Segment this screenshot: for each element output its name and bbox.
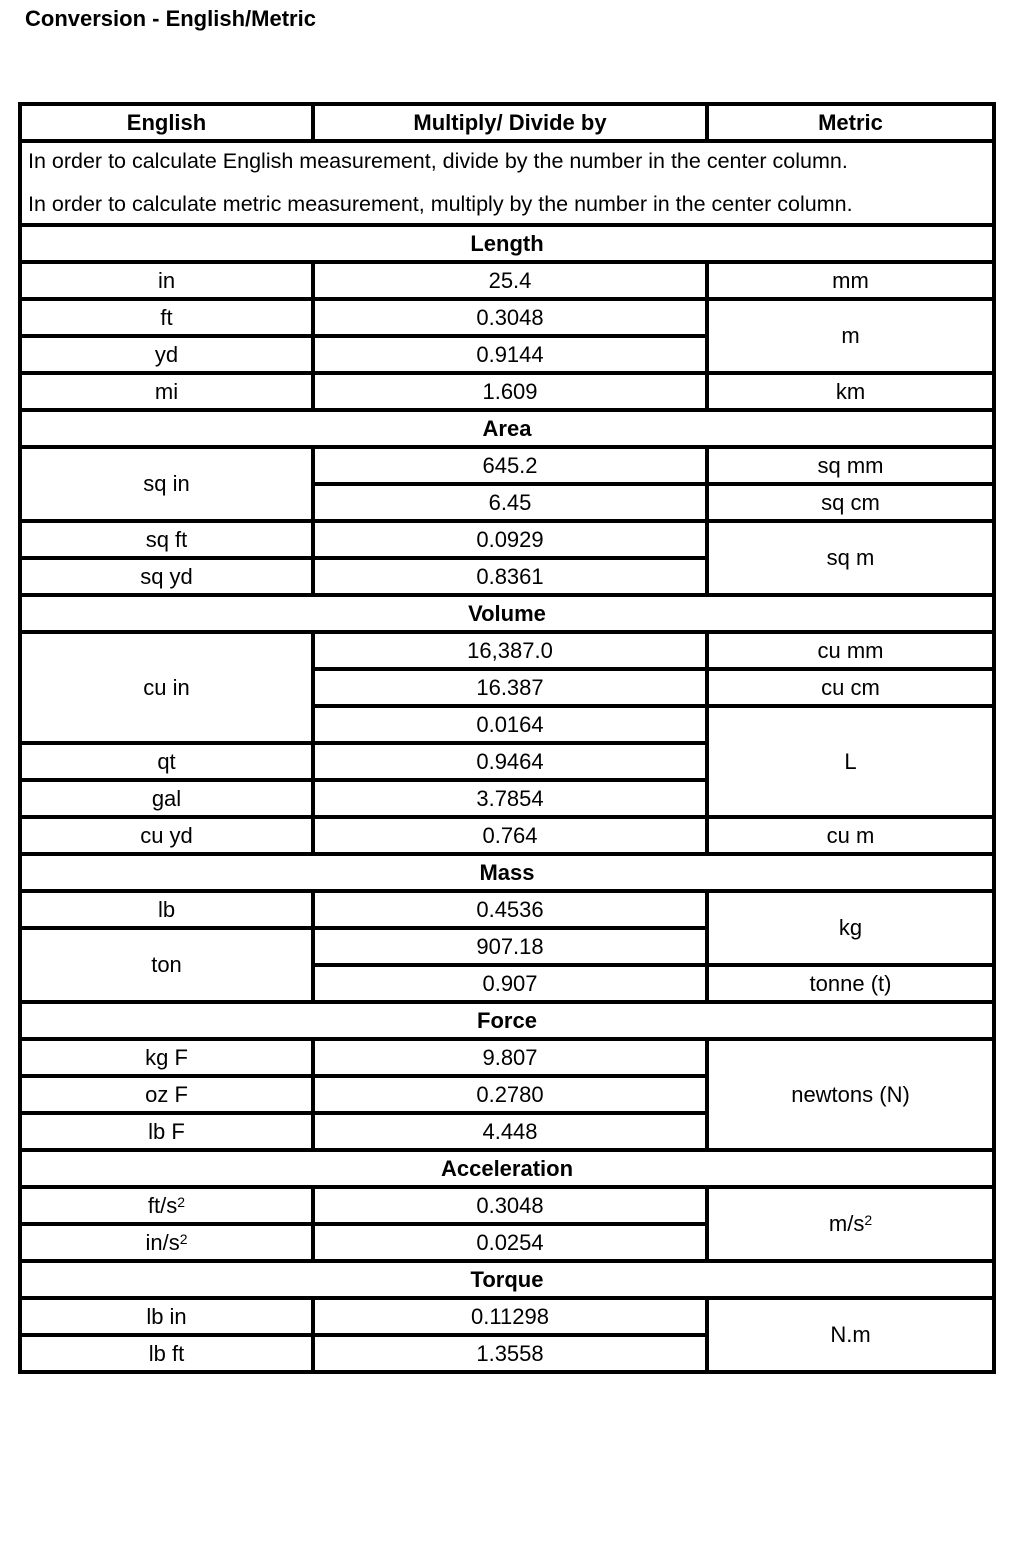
conversion-factor: 0.764	[313, 817, 707, 854]
english-unit: qt	[20, 743, 313, 780]
section-title-length: Length	[20, 225, 994, 262]
table-row	[20, 1298, 994, 1335]
instruction-english: In order to calculate English measurement, divide by the number in the center column.	[28, 149, 848, 173]
metric-unit: newtons (N)	[707, 1039, 994, 1150]
page-title: Conversion - English/Metric	[25, 6, 316, 31]
english-unit	[20, 1187, 313, 1224]
metric-unit: cu cm	[707, 669, 994, 706]
header-row	[20, 104, 994, 141]
english-unit: sq ft	[20, 521, 313, 558]
conversion-factor: 6.45	[313, 484, 707, 521]
english-unit: in	[20, 262, 313, 299]
section-title-acceleration: Acceleration	[20, 1150, 994, 1187]
english-unit: lb	[20, 891, 313, 928]
conversion-factor: 0.8361	[313, 558, 707, 595]
section-title-torque: Torque	[20, 1261, 994, 1298]
conversion-factor: 0.11298	[313, 1298, 707, 1335]
header-english: English	[20, 104, 313, 141]
metric-unit: sq cm	[707, 484, 994, 521]
conversion-factor: 9.807	[313, 1039, 707, 1076]
english-unit: mi	[20, 373, 313, 410]
table-row	[20, 1187, 994, 1224]
instructions-row	[20, 141, 994, 225]
section-row	[20, 1261, 994, 1298]
english-unit: sq in	[20, 447, 313, 521]
conversion-factor: 0.3048	[313, 299, 707, 336]
table-row	[20, 1039, 994, 1076]
metric-unit: N.m	[707, 1298, 994, 1372]
section-row	[20, 225, 994, 262]
table-row	[20, 373, 994, 410]
table-row	[20, 521, 994, 558]
metric-unit: km	[707, 373, 994, 410]
conversion-table	[18, 102, 996, 1374]
section-row	[20, 1002, 994, 1039]
english-unit: ft	[20, 299, 313, 336]
conversion-factor: 907.18	[313, 928, 707, 965]
unit-base: in/s	[145, 1229, 180, 1255]
squared-mark: 2	[864, 1212, 873, 1228]
conversion-factor: 0.0929	[313, 521, 707, 558]
conversion-factor: 0.3048	[313, 1187, 707, 1224]
conversion-factor: 3.7854	[313, 780, 707, 817]
conversion-factor: 0.4536	[313, 891, 707, 928]
english-unit: lb ft	[20, 1335, 313, 1372]
conversion-factor: 16.387	[313, 669, 707, 706]
squared-mark: 2	[177, 1193, 186, 1210]
english-unit: ton	[20, 928, 313, 1002]
header-factor: Multiply/ Divide by	[313, 104, 707, 141]
table-row	[20, 299, 994, 336]
english-unit: cu in	[20, 632, 313, 743]
conversion-factor: 16,387.0	[313, 632, 707, 669]
conversion-factor: 0.0164	[313, 706, 707, 743]
english-unit	[20, 1224, 313, 1261]
metric-unit: sq m	[707, 521, 994, 595]
metric-unit: L	[707, 706, 994, 817]
conversion-factor: 0.907	[313, 965, 707, 1002]
conversion-factor: 0.9464	[313, 743, 707, 780]
metric-unit: m	[707, 299, 994, 373]
conversion-factor: 0.9144	[313, 336, 707, 373]
english-unit: gal	[20, 780, 313, 817]
conversion-factor: 0.2780	[313, 1076, 707, 1113]
english-unit: lb in	[20, 1298, 313, 1335]
table-row	[20, 447, 994, 484]
table-row	[20, 891, 994, 928]
unit-base: m/s	[828, 1211, 865, 1236]
conversion-factor: 0.0254	[313, 1224, 707, 1261]
english-unit: yd	[20, 336, 313, 373]
section-title-area: Area	[20, 410, 994, 447]
metric-unit: mm	[707, 262, 994, 299]
english-unit: cu yd	[20, 817, 313, 854]
conversion-factor: 645.2	[313, 447, 707, 484]
table-row	[20, 262, 994, 299]
instructions	[20, 141, 994, 225]
squared-mark: 2	[179, 1230, 188, 1247]
section-row	[20, 854, 994, 891]
metric-unit: tonne (t)	[707, 965, 994, 1002]
table-row	[20, 817, 994, 854]
metric-unit: kg	[707, 891, 994, 965]
english-unit: oz F	[20, 1076, 313, 1113]
table-row	[20, 632, 994, 669]
conversion-factor: 1.609	[313, 373, 707, 410]
section-title-mass: Mass	[20, 854, 994, 891]
metric-unit: cu m	[707, 817, 994, 854]
unit-base: ft/s	[147, 1192, 178, 1218]
metric-unit: cu mm	[707, 632, 994, 669]
section-title-volume: Volume	[20, 595, 994, 632]
instruction-metric: In order to calculate metric measurement, multiply by the number in the center column.	[28, 192, 853, 216]
section-row	[20, 410, 994, 447]
metric-unit: sq mm	[707, 447, 994, 484]
english-unit: kg F	[20, 1039, 313, 1076]
section-row	[20, 595, 994, 632]
english-unit: sq yd	[20, 558, 313, 595]
header-metric: Metric	[707, 104, 994, 141]
conversion-factor: 4.448	[313, 1113, 707, 1150]
english-unit: lb F	[20, 1113, 313, 1150]
section-title-force: Force	[20, 1002, 994, 1039]
conversion-factor: 25.4	[313, 262, 707, 299]
conversion-factor: 1.3558	[313, 1335, 707, 1372]
section-row	[20, 1150, 994, 1187]
metric-unit	[707, 1187, 994, 1261]
